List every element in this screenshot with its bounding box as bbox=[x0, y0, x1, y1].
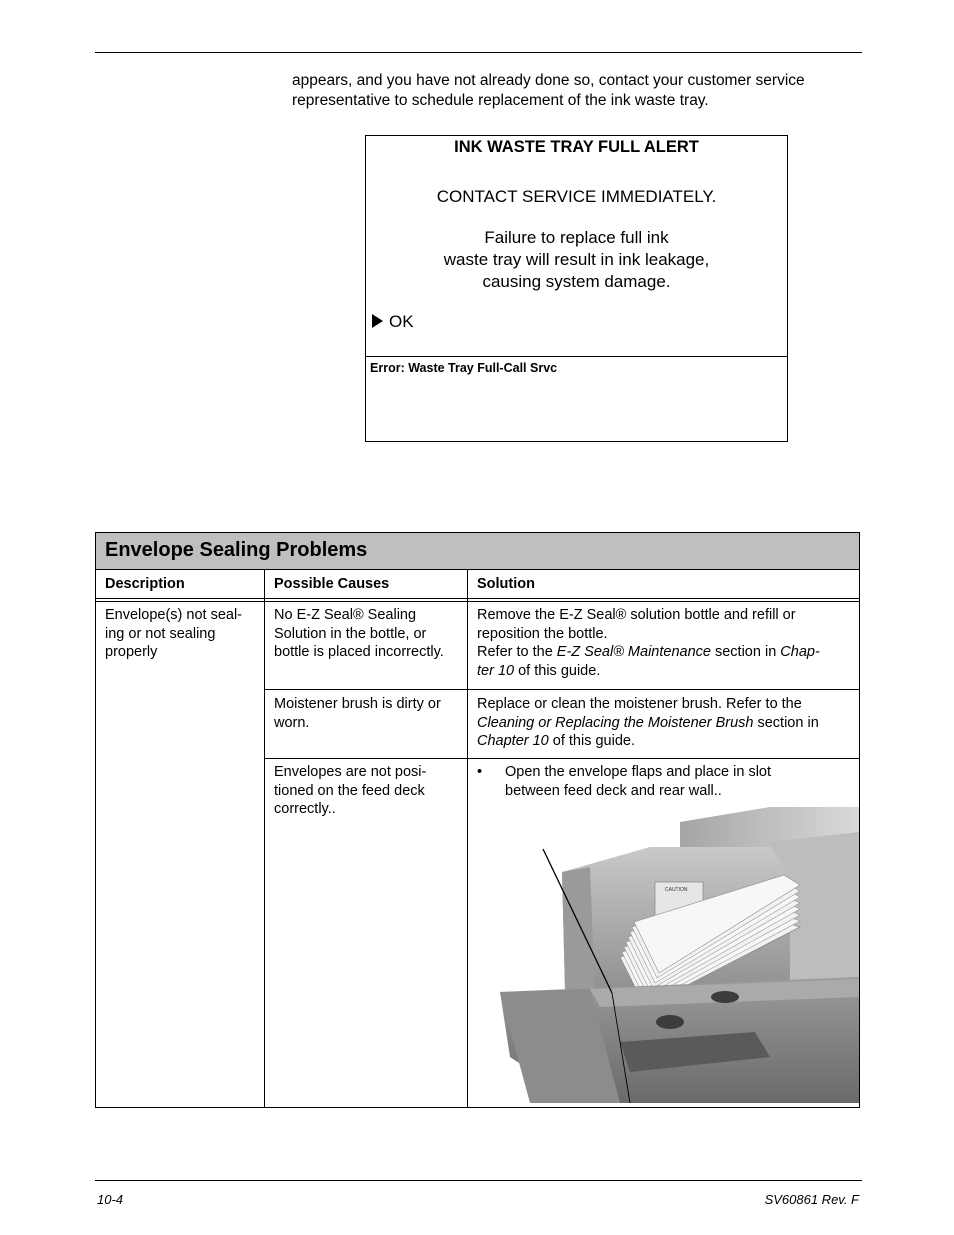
cause-cell: Envelopes are not posi- tioned on the feed deck correctly.. bbox=[274, 764, 427, 818]
alert-divider bbox=[366, 356, 787, 357]
alert-error-line: Error: Waste Tray Full-Call Srvc bbox=[370, 361, 558, 375]
page-number: 10-4 bbox=[97, 1192, 124, 1207]
header-rule bbox=[96, 601, 859, 602]
column-divider bbox=[264, 570, 265, 1108]
ok-option[interactable]: OK bbox=[372, 311, 414, 333]
solution-cell: Replace or clean the moistener brush. Refer to the Cleaning or Replacing the Moistener Brush section in Chapter 10 of this guide. bbox=[477, 696, 819, 750]
play-arrow-icon bbox=[372, 314, 383, 328]
chapter-reference: Chapter 10 bbox=[477, 733, 549, 750]
description-cell: Envelope(s) not seal- ing or not sealing properly bbox=[105, 607, 243, 661]
top-rule bbox=[95, 52, 862, 53]
chapter-reference: ter 10 bbox=[477, 663, 515, 680]
table-header bbox=[96, 533, 859, 570]
intro-paragraph: appears, and you have not already done so, contact your customer service representative to schedule replacement of the ink waste tray. bbox=[292, 72, 805, 109]
caution-label: CAUTION bbox=[665, 887, 688, 893]
row-divider bbox=[264, 689, 860, 690]
bottom-rule bbox=[95, 1180, 862, 1181]
mailing-machine-photo bbox=[470, 807, 859, 1103]
header-rule bbox=[96, 598, 859, 599]
alert-title: INK WASTE TRAY FULL ALERT bbox=[454, 138, 699, 156]
column-divider bbox=[467, 570, 468, 1108]
table-title: Envelope Sealing Problems bbox=[105, 539, 368, 561]
alert-warning-1: Failure to replace full ink bbox=[484, 228, 669, 247]
bullet-text: Open the envelope flaps and place in slot between feed deck and rear wall.. bbox=[505, 764, 772, 799]
section-reference: Cleaning or Replacing the Moistener Brush bbox=[477, 714, 754, 731]
alert-warning-3: causing system damage. bbox=[482, 272, 671, 291]
cause-cell: No E-Z Seal® Sealing Solution in the bottle, or bottle is placed incorrectly. bbox=[274, 607, 444, 661]
column-header-description: Description bbox=[105, 576, 185, 592]
cause-cell: Moistener brush is dirty or worn. bbox=[274, 696, 441, 731]
column-header-causes: Possible Causes bbox=[274, 576, 390, 592]
row-divider bbox=[264, 758, 860, 759]
alert-contact: CONTACT SERVICE IMMEDIATELY. bbox=[436, 187, 717, 206]
machine-illustration bbox=[470, 807, 859, 1103]
alert-warning-2: waste tray will result in ink leakage, bbox=[443, 250, 710, 269]
section-reference: E-Z Seal bbox=[556, 644, 614, 661]
solution-cell: Remove the E-Z Seal® solution bottle and refill or reposition the bottle. Refer to the E-Z Seal® Maintenance section in Chap- ter 10 of this guide. bbox=[477, 607, 820, 680]
column-header-solution: Solution bbox=[477, 576, 535, 592]
document-id: SV60861 Rev. F bbox=[764, 1192, 859, 1207]
alert-screen bbox=[365, 135, 788, 442]
bullet-icon: • bbox=[477, 764, 483, 780]
